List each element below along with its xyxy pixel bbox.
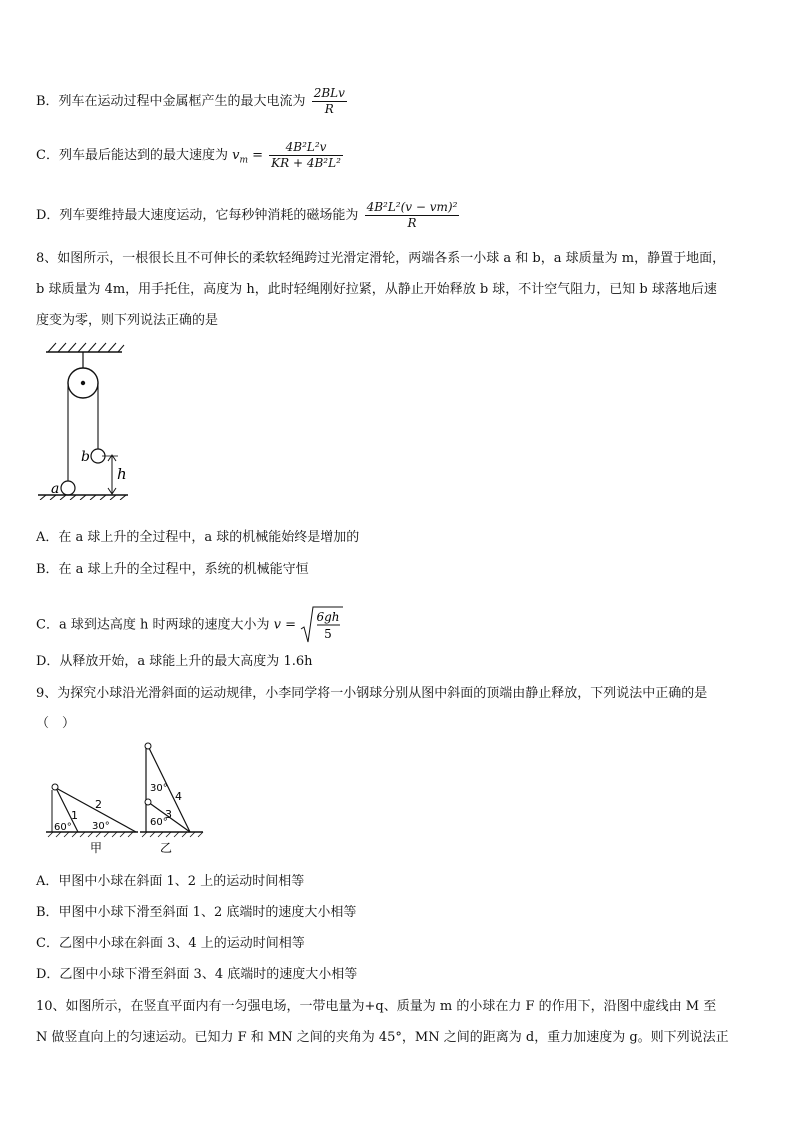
- yi-ball-mid: [145, 799, 151, 805]
- label-incline-3: 3: [165, 808, 172, 821]
- q7-option-c-denominator: KR + 4B²L²: [271, 156, 341, 170]
- q9-stem-line2: （ ）: [36, 716, 76, 731]
- q7-option-c-numerator: 4B²L²v: [269, 140, 343, 156]
- figure-yi: [140, 743, 203, 854]
- angle-60-yi: 60°: [150, 817, 168, 828]
- q9-incline-figure: [38, 742, 208, 854]
- q8-option-c-text: C．a 球到达高度 h 时两球的速度大小为: [36, 617, 270, 633]
- pulley-axle: [81, 381, 85, 385]
- q7-option-d-numerator: 4B²L²(v − vm)²: [366, 200, 458, 214]
- q8-option-c-sqrt: [300, 605, 344, 645]
- q7-option-c[interactable]: [36, 140, 345, 171]
- q7-option-d[interactable]: [36, 200, 461, 231]
- q7-option-d-fraction: [365, 200, 460, 231]
- q7-option-c-fraction: [269, 140, 343, 171]
- label-h: h: [117, 465, 127, 483]
- q8-option-c-variable: v =: [273, 617, 296, 633]
- figure-label-yi: 乙: [160, 841, 173, 854]
- label-incline-4: 4: [175, 790, 182, 803]
- q7-option-b[interactable]: [36, 86, 349, 117]
- angle-60-jia: 60°: [54, 822, 72, 833]
- q8-option-c[interactable]: [36, 605, 344, 645]
- q10-stem-line1: 10、如图所示，在竖直平面内有一匀强电场，一带电量为+q、质量为 m 的小球在力 F 的作用下，沿图中虚线由 M 至: [36, 999, 717, 1014]
- label-a: a: [51, 481, 60, 497]
- angle-30-jia: 30°: [92, 821, 110, 832]
- ceiling-hatching: [48, 343, 124, 352]
- q8-stem-line2: b 球质量为 4m，用手托住，高度为 h，此时轻绳刚好拉紧，从静止开始释放 b 球，不计空气阻力，已知 b 球落地后速: [36, 282, 717, 297]
- q9-option-b[interactable]: B．甲图中小球下滑至斜面 1、2 底端时的速度大小相等: [36, 905, 357, 920]
- q10-stem-line2: N 做竖直向上的匀速运动。已知力 F 和 MN 之间的夹角为 45°，MN 之间的距离为 d，重力加速度为 g。则下列说法正: [36, 1030, 729, 1045]
- q7-option-d-denominator: R: [407, 216, 417, 230]
- q9-option-a[interactable]: A．甲图中小球在斜面 1、2 上的运动时间相等: [36, 874, 305, 889]
- q8-option-b[interactable]: B．在 a 球上升的全过程中，系统的机械能守恒: [36, 562, 309, 577]
- q8-stem-line1: 8、如图所示，一根很长且不可伸长的柔软轻绳跨过光滑定滑轮，两端各系一小球 a 和 b，a 球质量为 m，静置于地面，: [36, 251, 726, 266]
- label-incline-2: 2: [95, 798, 102, 811]
- label-incline-1: 1: [71, 809, 78, 822]
- q7-option-b-text: B．列车在运动过程中金属框产生的最大电流为: [36, 94, 306, 109]
- q9-stem-line1: 9、为探究小球沿光滑斜面的运动规律，小李同学将一小钢球分别从图中斜面的顶端由静止释放，下列说法中正确的是: [36, 686, 708, 701]
- q7-option-c-variable: $v_m$ =: [232, 148, 264, 166]
- q8-pulley-figure: [36, 340, 136, 500]
- q7-option-b-denominator: R: [324, 102, 334, 116]
- q8-option-c-numerator: 6gh: [316, 610, 340, 624]
- q7-option-b-fraction: [312, 86, 347, 117]
- figure-jia: [46, 784, 138, 854]
- q8-option-d[interactable]: D．从释放开始，a 球能上升的最大高度为 1.6h: [36, 654, 313, 669]
- q8-option-a[interactable]: A．在 a 球上升的全过程中，a 球的机械能始终是增加的: [36, 530, 360, 545]
- q7-option-b-numerator: 2BLv: [313, 86, 345, 100]
- q9-option-c[interactable]: C．乙图中小球在斜面 3、4 上的运动时间相等: [36, 936, 305, 951]
- jia-ball: [52, 784, 58, 790]
- angle-30-yi: 30°: [150, 783, 168, 794]
- label-b: b: [81, 449, 90, 465]
- ball-a: [61, 481, 75, 495]
- q7-option-d-text: D．列车要维持最大速度运动，它每秒钟消耗的磁场能为: [36, 208, 359, 223]
- q7-option-c-text: C．列车最后能达到的最大速度为: [36, 148, 228, 163]
- sqrt-sign: [300, 605, 344, 645]
- yi-ball-top: [145, 743, 151, 749]
- q9-option-d[interactable]: D．乙图中小球下滑至斜面 3、4 底端时的速度大小相等: [36, 967, 358, 982]
- figure-label-jia: 甲: [90, 841, 103, 854]
- q8-option-c-denominator: 5: [324, 627, 332, 641]
- q8-stem-line3: 度变为零，则下列说法正确的是: [36, 313, 219, 328]
